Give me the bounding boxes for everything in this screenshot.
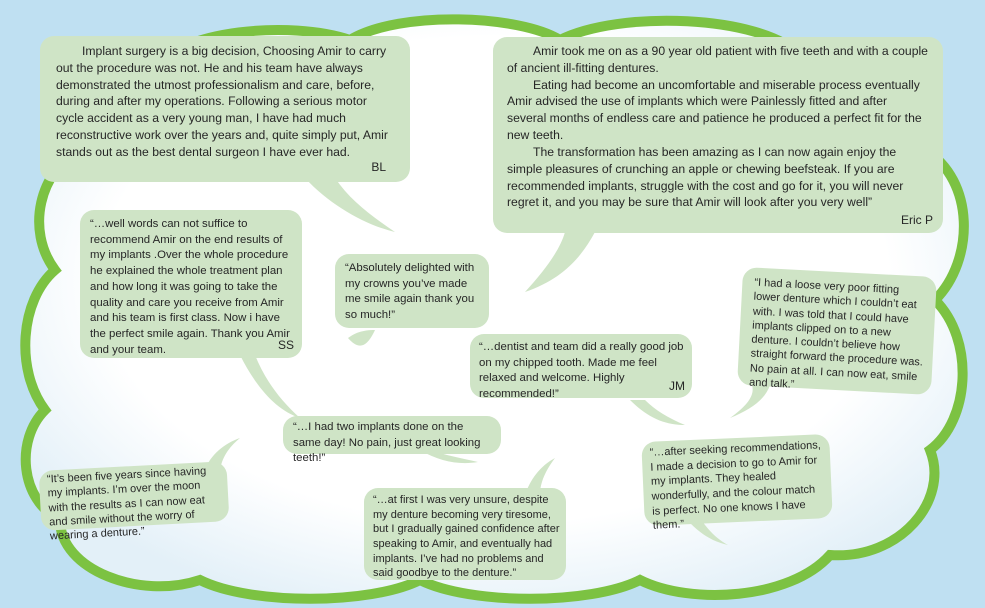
testimonial-text: “Absolutely delighted with my crowns you’ve made me smile again thank you so much!” [345,262,475,322]
testimonial-paragraph: Eating had become an uncomfortable and miserable process eventually Amir advised the use of implants which were Painlessly fitted and after several months of endless care and patience he produced a perfect fit for the new teeth. [507,77,922,143]
testimonial-paragraph: Amir took me on as a 90 year old patient with five teeth and with a couple of ancient ill-fitting dentures. [507,44,928,75]
testimonial-bubble-crowns [335,254,489,328]
testimonial-bubble-five [39,461,230,543]
testimonial-text: “…I had two implants done on the same day! No pain, just great looking teeth!” [293,421,481,465]
testimonial-bubble-bl [40,36,410,182]
testimonial-bubble-eric [493,37,943,233]
testimonial-signature: Eric P [900,213,933,228]
testimonial-text: “…dentist and team did a really good job on my chipped tooth. Made me feel relaxed and welcome. Highly recommended!” [479,341,684,401]
testimonial-signature: SS [277,338,294,353]
testimonial-bubble-seeking [641,434,832,532]
testimonial-paragraph: The transformation has been amazing as I can now again enjoy the simple pleasures of crunching an apple or chewing beefsteak. If you are recommended implants, struggle with the cost and go for it, you will never regret it, and you may be sure that Amir will look after you very well” [507,144,904,210]
testimonial-signature: BL [371,160,386,175]
testimonial-text: “…at first I was very unsure, despite my denture becoming very tiresome, but I gradually gained confidence after speaking to Amir, and eventually had implants. I’ve had no problems and said goodbye to the denture.” [373,494,560,580]
testimonial-text: “I had a loose very poor fitting lower denture which I couldn’t eat with. I was told that I could have implants clipped on to a new denture. I couldn’t believe how straight forward the procedure was. No pain at all. I can now eat, smile and talk.” [748,276,924,391]
testimonial-text: “…after seeking recommendations, I made a decision to go to Amir for my implants. They healed wonderfully, and the colour match is perfect. No one knows I have them.” [649,439,822,532]
testimonial-signature: JM [669,379,685,394]
testimonial-text: Implant surgery is a big decision, Choosing Amir to carry out the procedure was not. He and his team have always demonstrated the utmost professionalism and care, before, during and after my operations. Following a serious motor cycle accident as a very young man, I have had much reconstructive work over the years and, quite simply put, Amir stands out as the best dental surgeon I have ever had. [56,44,388,159]
testimonial-bubble-two [283,416,501,465]
testimonial-text: “…well words can not suffice to recommend Amir on the end results of my implants .Over the whole procedure he explained the whole treatment plan and how long it was going to take the quality and care you receive from Amir and his team is first class. Now i have the perfect smile again. Thank you Amir and your team. [90,218,290,356]
testimonial-text: “It’s been five years since having my implants. I’m over the moon with the results as I can now eat and smile without the worry of wearing a denture.” [46,465,207,543]
testimonial-bubble-unsure [364,488,566,580]
testimonial-bubble-loose [737,267,937,395]
testimonial-bubble-ss [80,210,302,358]
testimonial-bubble-jm [470,334,692,401]
